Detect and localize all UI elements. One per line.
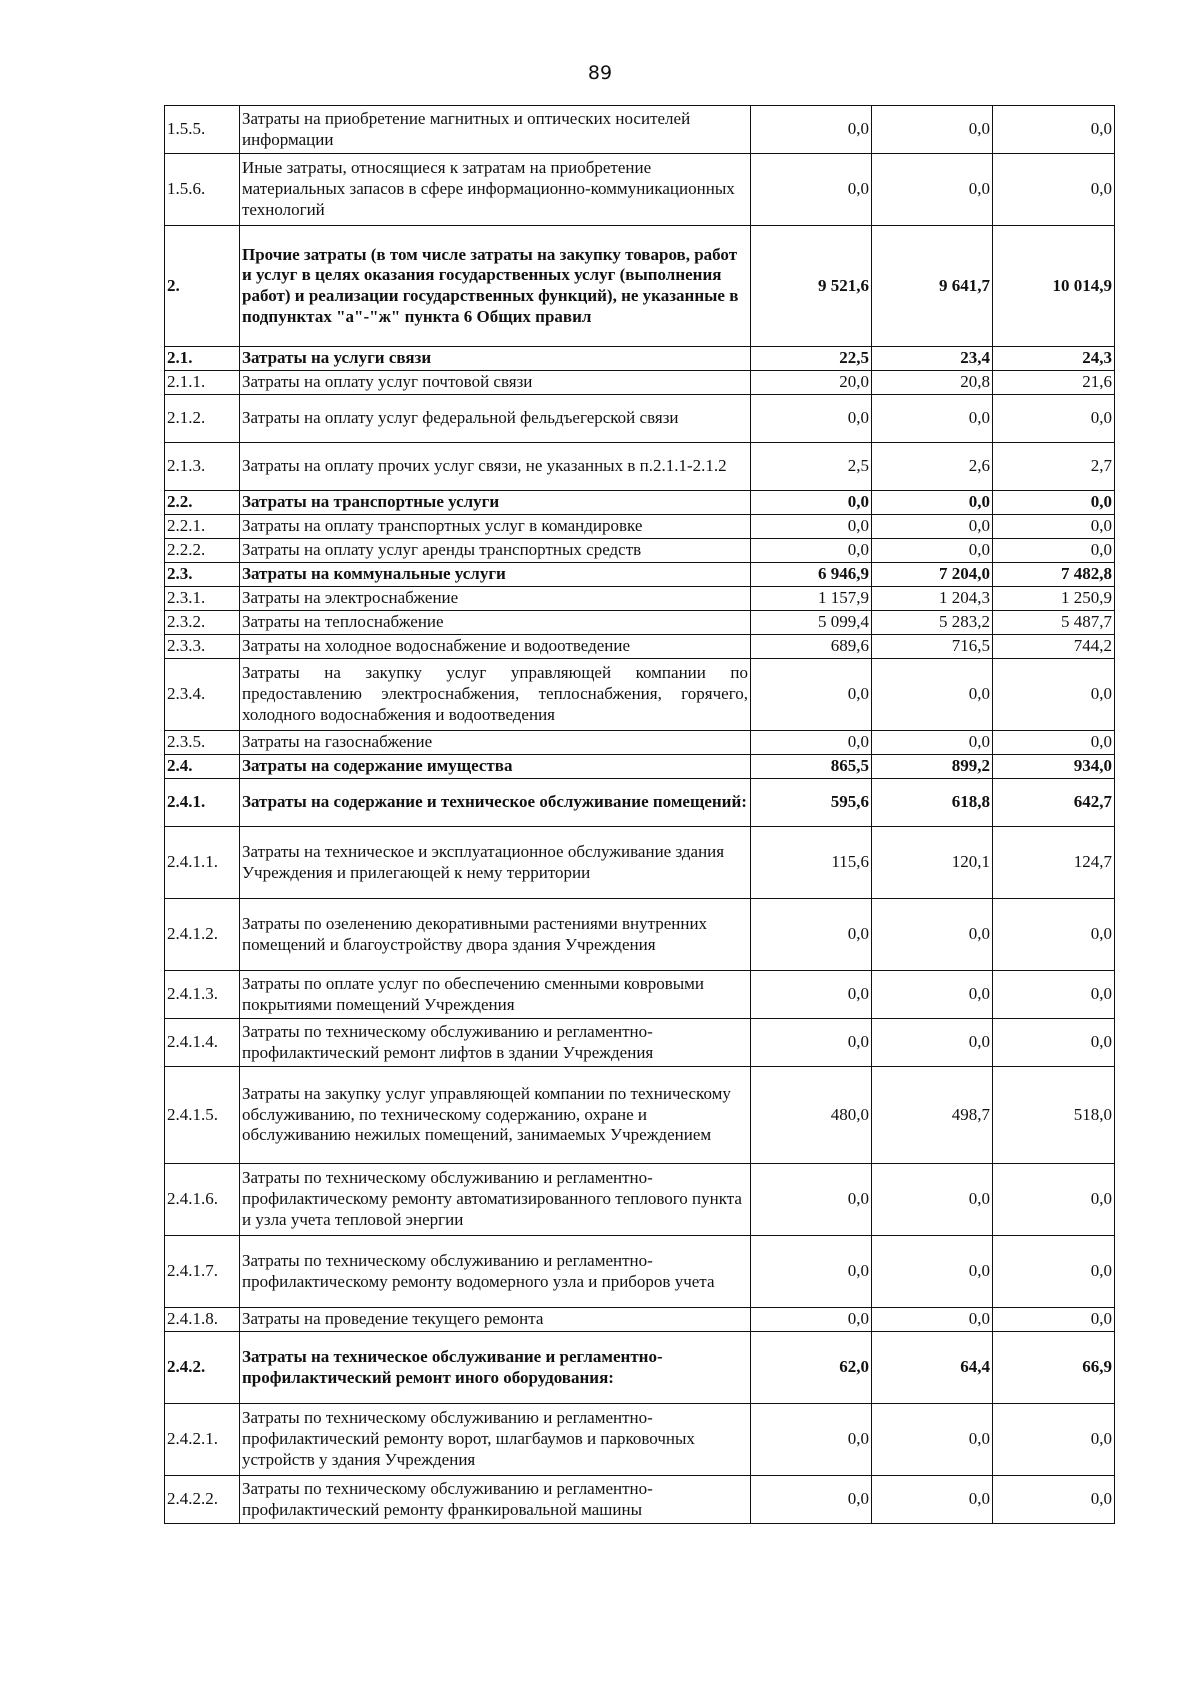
- row-description: Затраты на техническое и эксплуатационное обслуживание здания Учреждения и прилегающей к нему территории: [240, 827, 751, 899]
- row-value-2: 0,0: [872, 106, 993, 154]
- row-value-2: 2,6: [872, 443, 993, 491]
- row-value-1: 6 946,9: [751, 563, 872, 587]
- row-value-2: 0,0: [872, 1164, 993, 1236]
- table-row: [165, 899, 1115, 971]
- row-description: Затраты на газоснабжение: [240, 731, 751, 755]
- row-value-2: 716,5: [872, 635, 993, 659]
- row-description: Затраты на оплату прочих услуг связи, не указанных в п.2.1.1-2.1.2: [240, 443, 751, 491]
- row-value-3: 0,0: [993, 1404, 1115, 1476]
- table-row: [165, 395, 1115, 443]
- row-value-3: 934,0: [993, 755, 1115, 779]
- row-value-2: 0,0: [872, 1476, 993, 1524]
- row-value-3: 0,0: [993, 1164, 1115, 1236]
- row-value-2: 0,0: [872, 659, 993, 731]
- row-value-1: 2,5: [751, 443, 872, 491]
- row-code: 2.4.2.1.: [165, 1404, 240, 1476]
- row-value-2: 0,0: [872, 731, 993, 755]
- row-value-2: 498,7: [872, 1067, 993, 1164]
- row-code: 2.2.1.: [165, 515, 240, 539]
- row-value-3: 10 014,9: [993, 226, 1115, 347]
- row-value-1: 0,0: [751, 154, 872, 226]
- row-code: 2.4.2.: [165, 1332, 240, 1404]
- row-description: Затраты на закупку услуг управляющей компании по техническому обслуживанию, по техническому содержанию, охране и обслуживанию нежилых помещений, занимаемых Учреждением: [240, 1067, 751, 1164]
- row-code: 2.4.1.8.: [165, 1308, 240, 1332]
- row-value-1: 0,0: [751, 1019, 872, 1067]
- cost-table-body: [165, 106, 1115, 1524]
- cost-table: [164, 105, 1115, 1524]
- row-description: Затраты на транспортные услуги: [240, 491, 751, 515]
- row-value-2: 23,4: [872, 347, 993, 371]
- row-value-1: 0,0: [751, 1476, 872, 1524]
- row-description: Затраты на содержание и техническое обслуживание помещений:: [240, 779, 751, 827]
- row-code: 2.1.3.: [165, 443, 240, 491]
- row-value-3: 7 482,8: [993, 563, 1115, 587]
- row-description: Затраты на проведение текущего ремонта: [240, 1308, 751, 1332]
- row-value-1: 1 157,9: [751, 587, 872, 611]
- row-value-3: 124,7: [993, 827, 1115, 899]
- row-description: Затраты на содержание имущества: [240, 755, 751, 779]
- table-row: [165, 106, 1115, 154]
- table-row: [165, 491, 1115, 515]
- row-value-3: 0,0: [993, 491, 1115, 515]
- row-value-3: 0,0: [993, 154, 1115, 226]
- row-code: 2.4.: [165, 755, 240, 779]
- row-value-2: 64,4: [872, 1332, 993, 1404]
- table-row: [165, 755, 1115, 779]
- row-description: Затраты на приобретение магнитных и оптических носителей информации: [240, 106, 751, 154]
- table-row: [165, 539, 1115, 563]
- table-row: [165, 1308, 1115, 1332]
- row-value-3: 0,0: [993, 106, 1115, 154]
- row-value-1: 20,0: [751, 371, 872, 395]
- row-description: Затраты на оплату услуг аренды транспортных средств: [240, 539, 751, 563]
- table-row: [165, 1019, 1115, 1067]
- row-code: 2.3.5.: [165, 731, 240, 755]
- table-row: [165, 563, 1115, 587]
- row-value-3: 5 487,7: [993, 611, 1115, 635]
- table-row: [165, 731, 1115, 755]
- row-value-2: 1 204,3: [872, 587, 993, 611]
- row-value-2: 120,1: [872, 827, 993, 899]
- row-value-1: 0,0: [751, 659, 872, 731]
- page-number: 89: [587, 62, 613, 84]
- table-row: [165, 443, 1115, 491]
- row-value-2: 0,0: [872, 1308, 993, 1332]
- table-row: [165, 1476, 1115, 1524]
- row-code: 2.4.1.6.: [165, 1164, 240, 1236]
- row-description: Затраты на закупку услуг управляющей компании по предоставлению электроснабжения, теплоснабжения, горячего, холодного водоснабжения и водоотведения: [240, 659, 751, 731]
- row-value-2: 0,0: [872, 971, 993, 1019]
- row-value-1: 689,6: [751, 635, 872, 659]
- row-value-1: 0,0: [751, 1404, 872, 1476]
- row-value-3: 642,7: [993, 779, 1115, 827]
- row-value-3: 24,3: [993, 347, 1115, 371]
- row-value-2: 618,8: [872, 779, 993, 827]
- row-value-1: 0,0: [751, 106, 872, 154]
- row-value-1: 0,0: [751, 971, 872, 1019]
- row-value-3: 0,0: [993, 971, 1115, 1019]
- row-value-2: 0,0: [872, 1404, 993, 1476]
- table-row: [165, 659, 1115, 731]
- row-code: 2.4.1.4.: [165, 1019, 240, 1067]
- row-value-2: 0,0: [872, 515, 993, 539]
- row-value-1: 0,0: [751, 515, 872, 539]
- row-value-2: 0,0: [872, 899, 993, 971]
- row-value-1: 0,0: [751, 899, 872, 971]
- table-row: [165, 1067, 1115, 1164]
- row-value-1: 5 099,4: [751, 611, 872, 635]
- row-value-3: 0,0: [993, 899, 1115, 971]
- row-value-2: 899,2: [872, 755, 993, 779]
- row-value-3: 0,0: [993, 659, 1115, 731]
- row-code: 2.4.1.3.: [165, 971, 240, 1019]
- row-code: 2.4.1.2.: [165, 899, 240, 971]
- row-code: 2.3.4.: [165, 659, 240, 731]
- row-value-1: 480,0: [751, 1067, 872, 1164]
- row-code: 2.1.2.: [165, 395, 240, 443]
- row-description: Затраты на теплоснабжение: [240, 611, 751, 635]
- row-code: 2.4.1.: [165, 779, 240, 827]
- row-code: 2.3.: [165, 563, 240, 587]
- row-value-1: 0,0: [751, 491, 872, 515]
- table-row: [165, 827, 1115, 899]
- row-value-3: 0,0: [993, 515, 1115, 539]
- row-code: 2.4.1.1.: [165, 827, 240, 899]
- row-code: 2.3.2.: [165, 611, 240, 635]
- table-row: [165, 371, 1115, 395]
- table-row: [165, 154, 1115, 226]
- row-value-3: 0,0: [993, 1308, 1115, 1332]
- row-value-2: 9 641,7: [872, 226, 993, 347]
- row-value-3: 0,0: [993, 731, 1115, 755]
- row-value-2: 0,0: [872, 539, 993, 563]
- table-row: [165, 347, 1115, 371]
- row-value-1: 115,6: [751, 827, 872, 899]
- row-description: Прочие затраты (в том числе затраты на закупку товаров, работ и услуг в целях оказания государственных услуг (выполнения работ) и реализации государственных функций), не указанные в подпунктах "а"-"ж" пункта 6 Общих правил: [240, 226, 751, 347]
- row-value-3: 0,0: [993, 1236, 1115, 1308]
- row-value-3: 0,0: [993, 395, 1115, 443]
- row-code: 2.4.1.7.: [165, 1236, 240, 1308]
- row-value-2: 0,0: [872, 154, 993, 226]
- row-description: Затраты на оплату услуг федеральной фельдъегерской связи: [240, 395, 751, 443]
- row-description: Затраты по техническому обслуживанию и регламентно-профилактический ремонту ворот, шлагбаумов и парковочных устройств у здания Учреждения: [240, 1404, 751, 1476]
- row-value-1: 62,0: [751, 1332, 872, 1404]
- row-value-3: 518,0: [993, 1067, 1115, 1164]
- row-value-3: 744,2: [993, 635, 1115, 659]
- row-code: 1.5.6.: [165, 154, 240, 226]
- row-value-3: 0,0: [993, 1476, 1115, 1524]
- row-value-3: 0,0: [993, 539, 1115, 563]
- table-row: [165, 226, 1115, 347]
- row-code: 2.4.2.2.: [165, 1476, 240, 1524]
- row-value-1: 0,0: [751, 1236, 872, 1308]
- row-value-1: 22,5: [751, 347, 872, 371]
- row-value-2: 20,8: [872, 371, 993, 395]
- row-value-3: 0,0: [993, 1019, 1115, 1067]
- row-description: Затраты по техническому обслуживанию и регламентно-профилактический ремонт лифтов в здании Учреждения: [240, 1019, 751, 1067]
- row-value-2: 0,0: [872, 1019, 993, 1067]
- table-row: [165, 611, 1115, 635]
- row-code: 2.1.: [165, 347, 240, 371]
- row-value-2: 0,0: [872, 491, 993, 515]
- row-description: Затраты на электроснабжение: [240, 587, 751, 611]
- row-value-3: 21,6: [993, 371, 1115, 395]
- row-code: 1.5.5.: [165, 106, 240, 154]
- row-description: Затраты по техническому обслуживанию и регламентно-профилактическому ремонту автоматизированного теплового пункта и узла учета тепловой энергии: [240, 1164, 751, 1236]
- row-value-3: 1 250,9: [993, 587, 1115, 611]
- row-value-1: 0,0: [751, 395, 872, 443]
- table-row: [165, 1236, 1115, 1308]
- row-code: 2.4.1.5.: [165, 1067, 240, 1164]
- row-value-1: 0,0: [751, 1164, 872, 1236]
- row-description: Затраты по озеленению декоративными растениями внутренних помещений и благоустройству двора здания Учреждения: [240, 899, 751, 971]
- table-row: [165, 515, 1115, 539]
- table-row: [165, 635, 1115, 659]
- row-description: Затраты на холодное водоснабжение и водоотведение: [240, 635, 751, 659]
- row-code: 2.: [165, 226, 240, 347]
- row-description: Затраты по техническому обслуживанию и регламентно-профилактическому ремонту водомерного узла и приборов учета: [240, 1236, 751, 1308]
- row-description: Затраты на техническое обслуживание и регламентно-профилактический ремонт иного оборудования:: [240, 1332, 751, 1404]
- row-value-3: 66,9: [993, 1332, 1115, 1404]
- row-value-1: 595,6: [751, 779, 872, 827]
- row-value-2: 5 283,2: [872, 611, 993, 635]
- row-code: 2.2.: [165, 491, 240, 515]
- table-row: [165, 1404, 1115, 1476]
- row-code: 2.2.2.: [165, 539, 240, 563]
- table-row: [165, 971, 1115, 1019]
- row-value-1: 0,0: [751, 539, 872, 563]
- row-value-2: 7 204,0: [872, 563, 993, 587]
- row-description: Затраты на оплату услуг почтовой связи: [240, 371, 751, 395]
- row-description: Затраты по оплате услуг по обеспечению сменными ковровыми покрытиями помещений Учреждения: [240, 971, 751, 1019]
- row-value-1: 0,0: [751, 731, 872, 755]
- row-code: 2.3.1.: [165, 587, 240, 611]
- row-value-2: 0,0: [872, 395, 993, 443]
- row-value-2: 0,0: [872, 1236, 993, 1308]
- row-code: 2.3.3.: [165, 635, 240, 659]
- row-value-3: 2,7: [993, 443, 1115, 491]
- row-value-1: 0,0: [751, 1308, 872, 1332]
- table-row: [165, 1164, 1115, 1236]
- row-value-1: 9 521,6: [751, 226, 872, 347]
- row-description: Затраты по техническому обслуживанию и регламентно-профилактический ремонту франкировальной машины: [240, 1476, 751, 1524]
- row-description: Затраты на оплату транспортных услуг в командировке: [240, 515, 751, 539]
- table-row: [165, 587, 1115, 611]
- table-row: [165, 1332, 1115, 1404]
- row-description: Затраты на коммунальные услуги: [240, 563, 751, 587]
- row-description: Затраты на услуги связи: [240, 347, 751, 371]
- row-code: 2.1.1.: [165, 371, 240, 395]
- table-row: [165, 779, 1115, 827]
- row-description: Иные затраты, относящиеся к затратам на приобретение материальных запасов в сфере информационно-коммуникационных технологий: [240, 154, 751, 226]
- row-value-1: 865,5: [751, 755, 872, 779]
